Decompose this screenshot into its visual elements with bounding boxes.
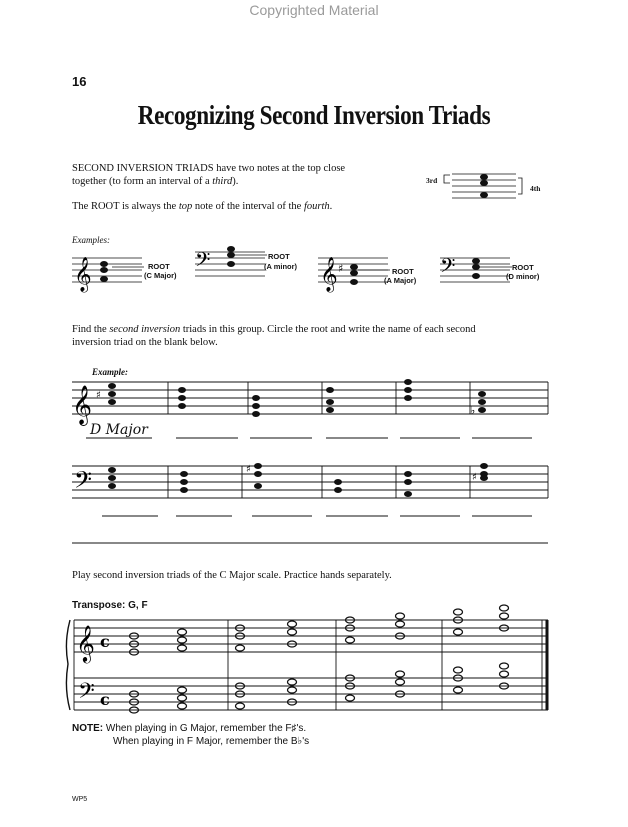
answer-blanks-row-1[interactable]	[72, 430, 552, 442]
scale-instruction: Play second inversion triads of the C Major scale. Practice hands separately.	[72, 570, 392, 581]
intro-line-2: together (to form an interval of a third).	[72, 176, 239, 187]
svg-text:𝄞: 𝄞	[76, 624, 95, 662]
interval-diagram	[440, 170, 530, 206]
exercise-example-label: Example:	[92, 367, 128, 377]
note-line-1: NOTE: When playing in G Major, remember the F♯'s.	[72, 723, 307, 734]
svg-text:𝄞: 𝄞	[320, 257, 338, 292]
exercise-bass-staff	[72, 458, 552, 508]
exercise-treble-staff	[72, 376, 552, 426]
page-number: 16	[72, 74, 87, 89]
svg-text:c: c	[100, 632, 110, 651]
transpose-label: Transpose: G, F	[72, 600, 148, 611]
example-3-root: ROOT	[392, 267, 414, 276]
exercise-instruction-2: inversion triad on the blank below.	[72, 337, 218, 348]
intro-line-1: SECOND INVERSION TRIADS have two notes at the top close	[72, 163, 346, 174]
example-1-root: ROOT	[148, 262, 170, 271]
long-answer-line[interactable]	[72, 540, 552, 546]
label-3rd: 3rd	[426, 176, 438, 185]
example-4-name: (D minor)	[506, 272, 540, 281]
svg-text:♭: ♭	[470, 404, 476, 417]
svg-text:♯: ♯	[96, 390, 101, 401]
svg-text:𝄢: 𝄢	[195, 248, 211, 276]
note-line-2: When playing in F Major, remember the B♭'s	[113, 736, 310, 747]
grand-staff-c-major	[64, 606, 554, 716]
intro-line-3: The ROOT is always the top note of the interval of the fourth.	[72, 201, 333, 212]
svg-text:♯: ♯	[472, 472, 477, 483]
example-2-root: ROOT	[268, 252, 290, 261]
exercise-instruction-1: Find the second inversion triads in this group. Circle the root and write the name of each second	[72, 324, 476, 335]
svg-text:c: c	[100, 690, 110, 709]
answer-blanks-row-2[interactable]	[72, 508, 552, 520]
example-4-root: ROOT	[512, 263, 534, 272]
examples-heading: Examples:	[72, 235, 110, 245]
svg-text:𝄢: 𝄢	[78, 679, 95, 709]
svg-text:♯: ♯	[338, 262, 344, 275]
example-3-name: (A Major)	[384, 276, 417, 285]
svg-text:𝄢: 𝄢	[74, 466, 93, 499]
svg-text:𝄞: 𝄞	[72, 385, 93, 425]
footer-code: WP5	[72, 796, 88, 803]
svg-text:𝄞: 𝄞	[74, 257, 92, 292]
copyright-watermark: Copyrighted Material	[249, 2, 379, 18]
example-answer: D Major	[90, 422, 148, 438]
page-title: Recognizing Second Inversion Triads	[137, 100, 491, 130]
example-2-name: (A minor)	[264, 262, 298, 271]
svg-text:♯: ♯	[246, 464, 251, 475]
label-4th: 4th	[530, 184, 541, 193]
example-1-name: (C Major)	[144, 271, 177, 280]
svg-text:𝄢: 𝄢	[440, 254, 456, 282]
